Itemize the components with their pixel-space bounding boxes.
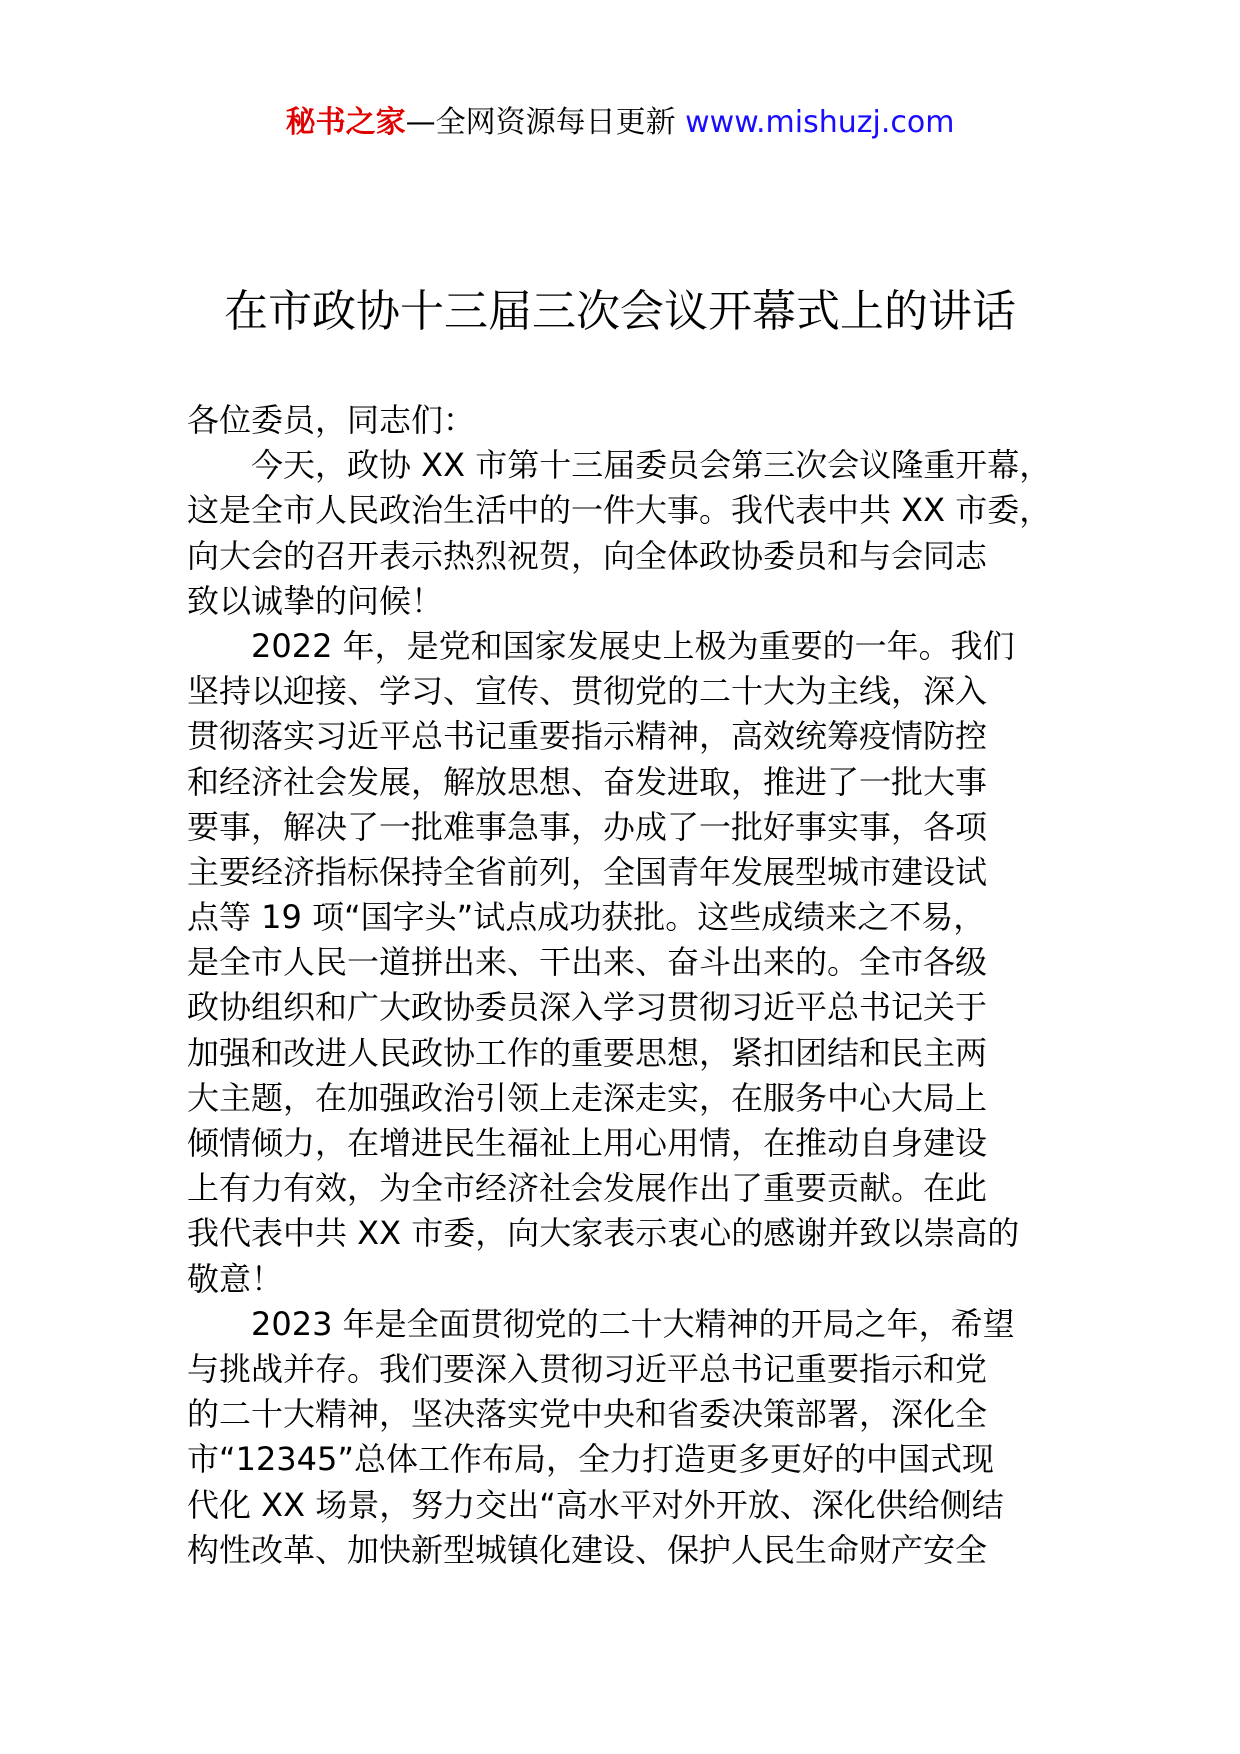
text-line: 各位委员，同志们： — [187, 401, 476, 439]
text-line: 今天，政协 XX 市第十三届委员会第三次会议隆重开幕， — [187, 446, 1052, 485]
text-line: 的二十大精神，坚决落实党中央和省委决策部署，深化全 — [187, 1395, 988, 1434]
text-line: 向大会的召开表示热烈祝贺，向全体政协委员和与会同志 — [187, 536, 988, 575]
text-line: 市“12345”总体工作布局，全力打造更多更好的中国式现 — [187, 1440, 994, 1479]
text-line: 加强和改进人民政协工作的重要思想，紧扣团结和民主两 — [187, 1033, 988, 1072]
text-line: 坚持以迎接、学习、宣传、贯彻党的二十大为主线，深入 — [187, 672, 988, 711]
site-tagline: —全网资源每日更新 — [405, 105, 676, 140]
text-line: 敬意！ — [187, 1259, 284, 1298]
text-line: 代化 XX 场景，努力交出“高水平对外开放、深化供给侧结 — [187, 1485, 1004, 1524]
text-line: 致以诚挚的问候！ — [187, 581, 444, 620]
text-line: 我代表中共 XX 市委，向大家表示衷心的感谢并致以崇高的 — [187, 1214, 1020, 1253]
text-line: 要事，解决了一批难事急事，办成了一批好事实事，各项 — [187, 807, 988, 846]
text-line: 2022 年，是党和国家发展史上极为重要的一年。我们 — [187, 626, 1015, 665]
text-line: 与挑战并存。我们要深入贯彻习近平总书记重要指示和党 — [187, 1349, 988, 1388]
text-line: 主要经济指标保持全省前列，全国青年发展型城市建设试 — [187, 852, 988, 891]
text-line: 贯彻落实习近平总书记重要指示精神，高效统筹疫情防控 — [187, 717, 988, 756]
text-line: 构性改革、加快新型城镇化建设、保护人民生命财产安全 — [187, 1530, 988, 1569]
document-title: 在市政协十三届三次会议开幕式上的讲话 — [224, 286, 1016, 337]
brand-name: 秘书之家 — [285, 105, 406, 140]
text-line: 这是全市人民政治生活中的一件大事。我代表中共 XX 市委， — [187, 491, 1052, 530]
text-line: 上有力有效，为全市经济社会发展作出了重要贡献。在此 — [187, 1169, 988, 1208]
text-line: 和经济社会发展，解放思想、奋发进取，推进了一批大事 — [187, 762, 988, 801]
text-line: 点等 19 项“国字头”试点成功获批。这些成绩来之不易， — [187, 898, 986, 937]
site-header — [0, 100, 1240, 146]
text-line: 政协组织和广大政协委员深入学习贯彻习近平总书记关于 — [187, 988, 988, 1027]
text-line: 2023 年是全面贯彻党的二十大精神的开局之年，希望 — [187, 1304, 1015, 1343]
text-line: 倾情倾力，在增进民生福祉上用心用情，在推动自身建设 — [187, 1124, 988, 1162]
site-url[interactable]: www.mishuzj.com — [685, 105, 955, 140]
document-body — [187, 398, 1087, 1573]
text-line: 大主题，在加强政治引领上走深走实，在服务中心大局上 — [187, 1078, 988, 1117]
text-line: 是全市人民一道拼出来、干出来、奋斗出来的。全市各级 — [187, 943, 988, 982]
